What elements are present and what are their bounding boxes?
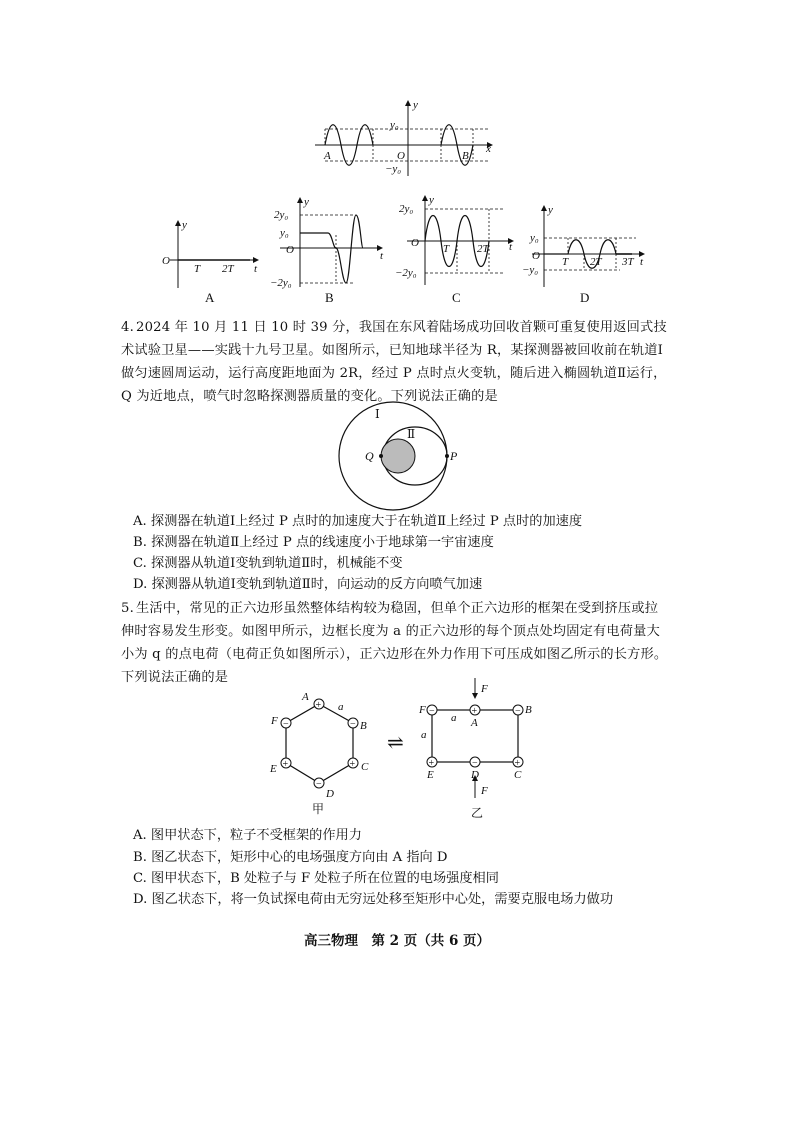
hexagon-figure xyxy=(266,686,381,816)
svg-text:y₀: y₀ xyxy=(280,227,289,239)
question-4-number: 4. xyxy=(121,320,134,335)
svg-text:y: y xyxy=(429,194,434,206)
option-graph-b-caption: B xyxy=(325,290,334,305)
question-5-text: 生活中，常见的正六边形虽然整体结构较为稳固，但单个正六边形的框架在受到挤压或拉伸时容易发生形变。如图甲所示，边框长度为 a 的正六边形的每个顶点处均固定有电荷量大小为 q 的点电荷（电荷正负如图所示），正六边形在外力作用下可压成如图乙所示的长方形。下列说法正确的是 xyxy=(121,601,668,685)
svg-text:a: a xyxy=(338,701,344,713)
svg-text:+: + xyxy=(514,758,521,769)
question-4-stem xyxy=(121,316,671,408)
svg-text:t: t xyxy=(254,263,258,275)
svg-text:O: O xyxy=(532,250,540,262)
svg-text:F: F xyxy=(481,785,488,797)
svg-text:y: y xyxy=(182,219,187,231)
charge-C-positive xyxy=(348,758,358,770)
transform-arrow: ⇌ xyxy=(387,730,404,754)
svg-text:2T: 2T xyxy=(590,256,602,268)
svg-text:T: T xyxy=(443,243,450,255)
q4-option-b[interactable]: B. 探测器在轨道Ⅱ上经过 P 点的线速度小于地球第一宇宙速度 xyxy=(133,535,494,550)
charge-E-positive xyxy=(427,757,437,769)
svg-text:y₀: y₀ xyxy=(530,232,539,244)
label-B: B xyxy=(462,150,469,162)
label-A: A xyxy=(324,150,331,162)
svg-text:−: − xyxy=(316,779,322,790)
svg-text:2y₀: 2y₀ xyxy=(399,203,414,215)
label-orbit-II: Ⅱ xyxy=(407,427,416,441)
svg-text:a: a xyxy=(421,729,427,741)
option-graph-b xyxy=(270,195,390,290)
q5-option-d[interactable]: D. 图乙状态下，将一负试探电荷由无穷远处移至矩形中心处，需要克服电场力做功 xyxy=(133,892,614,907)
svg-text:T: T xyxy=(194,263,201,275)
charge-D-negative xyxy=(314,778,324,790)
charge-B-negative xyxy=(348,718,358,730)
rectangle-figure xyxy=(415,676,540,821)
svg-text:−2y₀: −2y₀ xyxy=(395,267,417,279)
label-neg-y0: −y₀ xyxy=(385,163,402,175)
label-P: P xyxy=(450,449,458,463)
charge-D-negative xyxy=(470,757,480,769)
caption-jia: 甲 xyxy=(312,802,325,816)
charge-F-negative xyxy=(281,718,291,730)
svg-text:F: F xyxy=(419,704,426,716)
svg-text:D: D xyxy=(326,788,334,800)
svg-text:A: A xyxy=(471,717,478,729)
svg-text:−: − xyxy=(472,758,478,769)
q4-option-c[interactable]: C. 探测器从轨道Ⅰ变轨到轨道Ⅱ时，机械能不变 xyxy=(133,556,403,571)
svg-text:+: + xyxy=(428,758,435,769)
option-graph-a-caption: A xyxy=(205,290,215,305)
svg-text:B: B xyxy=(360,720,367,732)
label-y0: y₀ xyxy=(390,119,399,131)
svg-text:T: T xyxy=(562,256,569,268)
svg-text:−: − xyxy=(429,706,435,717)
svg-text:O: O xyxy=(286,244,294,256)
wave-figure xyxy=(310,98,500,178)
label-orbit-I: Ⅰ xyxy=(375,407,380,421)
caption-yi: 乙 xyxy=(471,806,484,820)
svg-text:O: O xyxy=(162,255,170,267)
charge-A-positive xyxy=(314,699,324,711)
svg-text:+: + xyxy=(471,706,478,717)
svg-text:2y₀: 2y₀ xyxy=(274,209,289,221)
svg-text:+: + xyxy=(315,700,322,711)
option-graph-d xyxy=(520,203,650,288)
svg-text:3T: 3T xyxy=(622,256,634,268)
charge-E-positive xyxy=(281,758,291,770)
question-5-stem xyxy=(121,597,671,689)
charge-C-positive xyxy=(513,757,523,769)
charge-F-negative xyxy=(427,705,437,717)
q5-option-a[interactable]: A. 图甲状态下，粒子不受框架的作用力 xyxy=(133,828,362,843)
orbit-figure xyxy=(335,400,470,512)
svg-text:C: C xyxy=(514,769,522,781)
svg-text:E: E xyxy=(427,769,434,781)
svg-text:D: D xyxy=(471,769,479,781)
label-x: x xyxy=(486,143,491,155)
svg-text:−: − xyxy=(283,719,289,730)
svg-text:−2y₀: −2y₀ xyxy=(270,277,292,289)
svg-text:+: + xyxy=(349,759,356,770)
svg-text:−y₀: −y₀ xyxy=(522,264,539,276)
svg-text:B: B xyxy=(525,704,532,716)
svg-text:y: y xyxy=(304,196,309,208)
svg-text:A: A xyxy=(302,691,309,703)
svg-text:C: C xyxy=(361,761,369,773)
charge-B-negative xyxy=(513,705,523,717)
svg-text:t: t xyxy=(380,250,384,262)
q5-option-c[interactable]: C. 图甲状态下，B 处粒子与 F 处粒子所在位置的电场强度相同 xyxy=(133,871,499,886)
option-graph-c-caption: C xyxy=(452,290,461,305)
svg-text:+: + xyxy=(282,759,289,770)
page-footer: 高三物理 第 2 页（共 6 页） xyxy=(303,933,491,949)
question-5-number: 5. xyxy=(121,601,134,616)
svg-text:2T: 2T xyxy=(222,263,234,275)
svg-text:t: t xyxy=(509,241,513,253)
svg-text:−: − xyxy=(350,719,356,730)
svg-text:t: t xyxy=(640,256,644,268)
q5-option-b[interactable]: B. 图乙状态下，矩形中心的电场强度方向由 A 指向 D xyxy=(133,850,448,865)
earth xyxy=(381,439,415,473)
svg-text:O: O xyxy=(411,237,419,249)
q4-option-d[interactable]: D. 探测器从轨道Ⅰ变轨到轨道Ⅱ时，向运动的反方向喷气加速 xyxy=(133,577,483,592)
option-graph-c xyxy=(395,193,520,288)
charge-A-positive xyxy=(470,705,480,717)
svg-text:E: E xyxy=(270,763,277,775)
svg-text:2T: 2T xyxy=(477,243,489,255)
label-Q: Q xyxy=(365,449,374,463)
question-4-text: 2024 年 10 月 11 日 10 时 39 分，我国在东风着陆场成功回收首颗可重复使用返回式技术试验卫星——实践十九号卫星。如图所示，已知地球半径为 R，某探测器被回收前在轨道Ⅰ做匀速圆周运动，运行高度距地面为 2R，经过 P 点时点火变轨，随后进入椭圆轨道Ⅱ运行，Q 为近地点，喷气时忽略探测器质量的变化。下列说法正确的是 xyxy=(121,320,667,404)
label-O: O xyxy=(397,150,405,162)
svg-text:F: F xyxy=(271,715,278,727)
svg-text:F: F xyxy=(481,683,488,695)
option-graph-a xyxy=(150,218,265,290)
svg-text:a: a xyxy=(451,712,457,724)
q4-option-a[interactable]: A. 探测器在轨道Ⅰ上经过 P 点时的加速度大于在轨道Ⅱ上经过 P 点时的加速度 xyxy=(133,514,583,529)
option-graph-d-caption: D xyxy=(580,290,590,305)
svg-text:y: y xyxy=(548,204,553,216)
label-y: y xyxy=(413,99,418,111)
svg-text:−: − xyxy=(515,706,521,717)
